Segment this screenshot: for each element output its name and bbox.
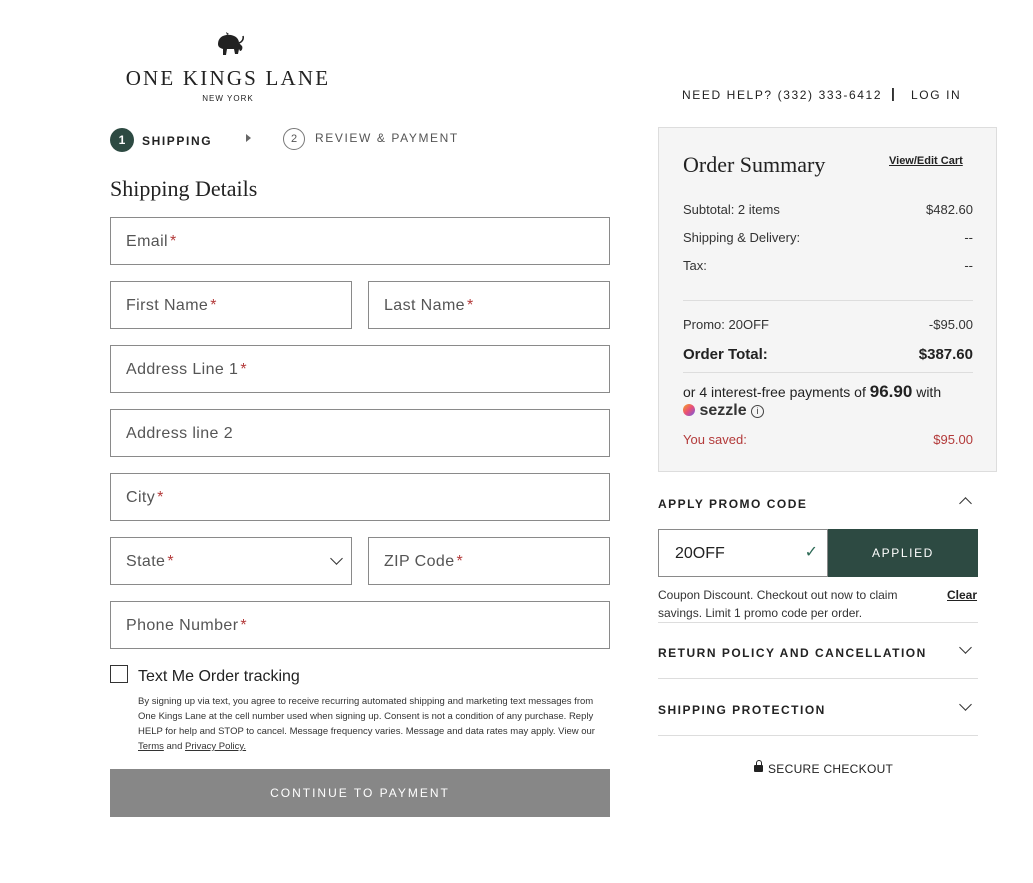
state-label: State * — [126, 553, 174, 570]
return-policy-toggle[interactable]: RETURN POLICY AND CANCELLATION — [658, 646, 927, 660]
continue-to-payment-button[interactable]: CONTINUE TO PAYMENT — [110, 769, 610, 817]
you-saved-value: $95.00 — [933, 432, 973, 447]
checkmark-icon: ✓ — [804, 544, 818, 561]
text-me-checkbox[interactable] — [110, 665, 128, 683]
apply-promo-code-toggle[interactable]: APPLY PROMO CODE — [658, 497, 808, 511]
tax-value: -- — [964, 258, 973, 273]
tax-label: Tax: — [683, 258, 707, 273]
brand-logo[interactable]: ONE KINGS LANE — [125, 66, 331, 90]
privacy-policy-link[interactable]: Privacy Policy. — [185, 741, 247, 752]
brand-location: NEW YORK — [202, 94, 254, 103]
zip-code-field[interactable] — [368, 537, 610, 585]
address-line-2-field[interactable] — [110, 409, 610, 457]
step-review-payment-label: REVIEW & PAYMENT — [315, 131, 459, 145]
chevron-down-icon[interactable] — [959, 698, 972, 711]
chevron-down-icon — [330, 552, 343, 565]
subtotal-value: $482.60 — [926, 202, 973, 217]
sms-disclaimer: By signing up via text, you agree to receive recurring automated shipping and marketing text messages from One Kings Lane at the cell number used when signing up. Consent is not a condition of any purchase. Reply HELP for help and STOP to cancel. Message frequency varies. Message and data rates may apply. View our Terms and Privacy Policy. — [138, 696, 595, 752]
sezzle-mark-icon — [683, 404, 695, 416]
text-me-label: Text Me Order tracking — [138, 668, 300, 685]
header-separator: | — [891, 85, 895, 101]
lock-icon — [754, 765, 763, 772]
promo-code-value: 20OFF — [675, 545, 725, 562]
address-line-2-label: Address line 2 — [126, 425, 233, 442]
shipping-label: Shipping & Delivery: — [683, 230, 801, 245]
first-name-label: First Name * — [126, 297, 217, 314]
order-total-value: $387.60 — [918, 346, 973, 363]
step-shipping-label: SHIPPING — [142, 134, 213, 148]
secure-checkout-badge: SECURE CHECKOUT — [754, 762, 893, 776]
last-name-label: Last Name * — [384, 297, 474, 314]
promo-applied-button[interactable]: APPLIED — [828, 529, 978, 577]
coupon-note: Coupon Discount. Checkout out now to claim savings. Limit 1 promo code per order. — [658, 588, 898, 620]
shipping-value: -- — [964, 230, 973, 245]
sezzle-installments: or 4 interest-free payments of 96.90 with — [683, 382, 942, 401]
state-select[interactable] — [110, 537, 352, 585]
view-edit-cart-link[interactable]: View/Edit Cart — [889, 155, 963, 167]
sezzle-logo[interactable]: sezzle i — [683, 402, 764, 420]
elephant-logo-icon — [212, 30, 246, 60]
step-arrow-icon — [246, 134, 251, 142]
help-phone-link[interactable]: NEED HELP? (332) 333-6412 — [682, 88, 883, 102]
summary-divider — [683, 372, 973, 373]
step-1-badge: 1 — [110, 128, 134, 152]
summary-divider — [683, 300, 973, 301]
email-field[interactable] — [110, 217, 610, 265]
shipping-details-title: Shipping Details — [110, 176, 258, 201]
terms-link[interactable]: Terms — [138, 741, 164, 752]
address-line-1-label: Address Line 1 * — [126, 361, 247, 378]
email-label: Email * — [126, 233, 177, 250]
phone-number-field[interactable] — [110, 601, 610, 649]
first-name-field[interactable] — [110, 281, 352, 329]
accordion-divider — [658, 735, 978, 736]
promo-value: -$95.00 — [928, 317, 973, 332]
last-name-field[interactable] — [368, 281, 610, 329]
order-summary-title: Order Summary — [683, 152, 826, 177]
address-line-1-field[interactable] — [110, 345, 610, 393]
info-icon[interactable]: i — [751, 405, 764, 418]
phone-number-label: Phone Number * — [126, 617, 248, 634]
step-2-badge: 2 — [283, 128, 305, 150]
chevron-down-icon[interactable] — [959, 641, 972, 654]
clear-promo-link[interactable]: Clear — [947, 588, 978, 602]
accordion-divider — [658, 678, 978, 679]
you-saved-label: You saved: — [683, 432, 747, 447]
shipping-protection-toggle[interactable]: SHIPPING PROTECTION — [658, 703, 826, 717]
login-link[interactable]: LOG IN — [911, 88, 962, 102]
accordion-divider — [658, 622, 978, 623]
chevron-up-icon[interactable] — [959, 497, 972, 510]
zip-code-label: ZIP Code * — [384, 553, 464, 570]
city-label: City * — [126, 489, 164, 506]
city-field[interactable] — [110, 473, 610, 521]
order-total-label: Order Total: — [683, 346, 768, 363]
promo-code-input[interactable] — [658, 529, 828, 577]
subtotal-label: Subtotal: 2 items — [683, 202, 780, 217]
promo-label: Promo: 20OFF — [683, 317, 769, 332]
